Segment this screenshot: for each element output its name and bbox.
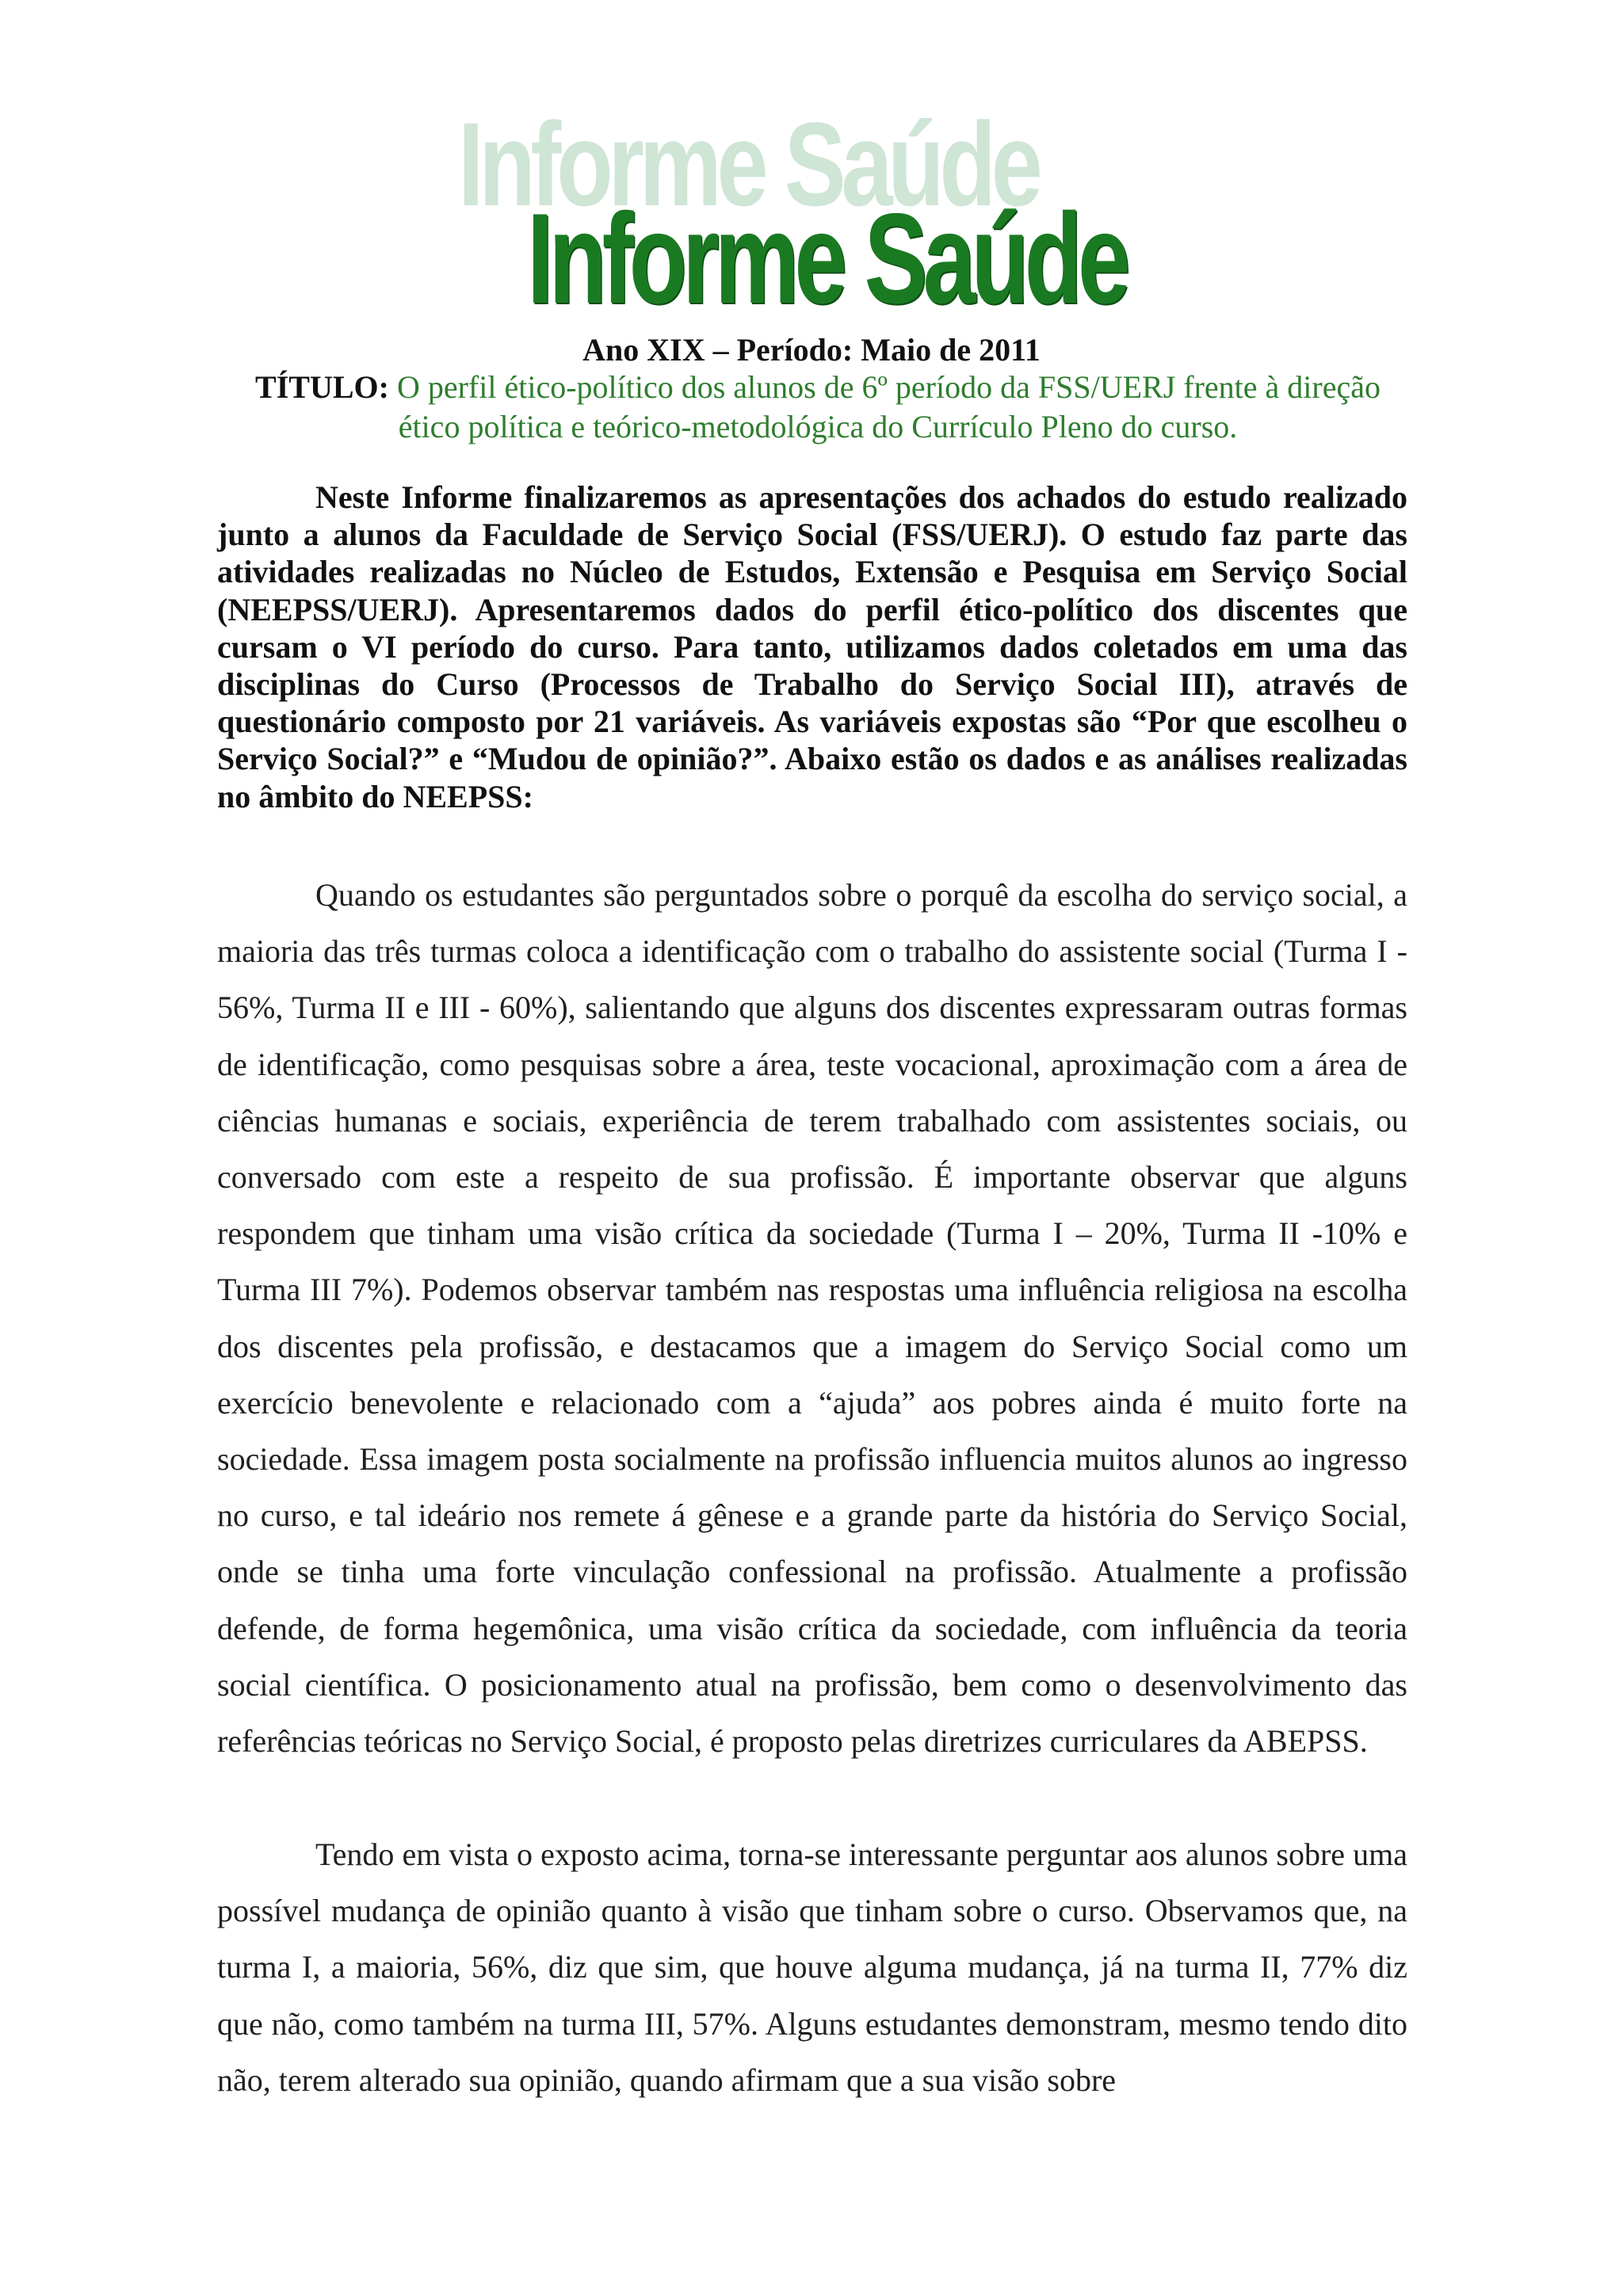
body-paragraph-1: Quando os estudantes são perguntados sobre o porquê da escolha do serviço social, a maioria das três turmas coloca a identificação com o trabalho do assistente social (Turma I - 56%, Turma II e III - 60%), salientando que alguns dos discentes expressaram outras formas de identificação, como pesquisas sobre a área, teste vocacional, aproximação com a área de ciências humanas e sociais, experiência de terem trabalhado com assistentes sociais, ou conversado com este a respeito de sua profissão. É importante observar que alguns respondem que tinham uma visão crítica da sociedade (Turma I – 20%, Turma II -10% e Turma III 7%). Podemos observar também nas respostas uma influência religiosa na escolha dos discentes pela profissão, e destacamos que a imagem do Serviço Social como um exercício benevolente e relacionado com a “ajuda” aos pobres ainda é muito forte na sociedade. Essa imagem posta socialmente na profissão influencia muitos alunos ao ingresso no curso, e tal ideário nos remete á gênese e a grande parte da história do Serviço Social, onde se tinha uma forte vinculação confessional na profissão. Atualmente a profissão defende, de forma hegemônica, uma visão crítica da sociedade, com influência da teoria social científica. O posicionamento atual na profissão, bem como o desenvolvimento das referências teóricas no Serviço Social, é proposto pelas diretrizes curriculares da ABEPSS. [217, 877, 1407, 1760]
title-label: TÍTULO: [255, 369, 389, 405]
masthead [0, 95, 1623, 333]
intro-paragraph: Neste Informe finalizaremos as apresentações dos achados do estudo realizado junto a alunos da Faculdade de Serviço Social (FSS/UERJ). O estudo faz parte das atividades realizadas no Núcleo de Estudos, Extensão e Pesquisa em Serviço Social (NEEPSS/UERJ). Apresentaremos dados do perfil ético-político dos discentes que cursam o VI período do curso. Para tanto, utilizamos dados coletados em uma das disciplinas do Curso (Processos de Trabalho do Serviço Social III), através de questionário composto por 21 variáveis. As variáveis expostas são “Por que escolheu o Serviço Social?” e “Mudou de opinião?”. Abaixo estão os dados e as análises realizadas no âmbito do NEEPSS: [217, 479, 1407, 814]
logo-main-text: Informe Saúde [527, 187, 1126, 330]
article-title [231, 368, 1404, 447]
body-paragraph-2: Tendo em vista o exposto acima, torna-se interessante perguntar aos alunos sobre uma possível mudança de opinião quanto à visão que tinham sobre o curso. Observamos que, na turma I, a maioria, 56%, diz que sim, que houve alguma mudança, já na turma II, 77% diz que não, como também na turma III, 57%. Alguns estudantes demonstram, mesmo tendo dito não, terem alterado sua opinião, quando afirmam que a sua visão sobre [217, 1836, 1407, 2098]
title-text: O perfil ético-político dos alunos de 6º período da FSS/UERJ frente à direção ético política e teórico-metodológica do Currículo Pleno do curso. [396, 369, 1381, 444]
logo-shadow-text: Informe Saúde [458, 97, 1038, 231]
issue-line: Ano XIX – Período: Maio de 2011 [582, 332, 1041, 368]
